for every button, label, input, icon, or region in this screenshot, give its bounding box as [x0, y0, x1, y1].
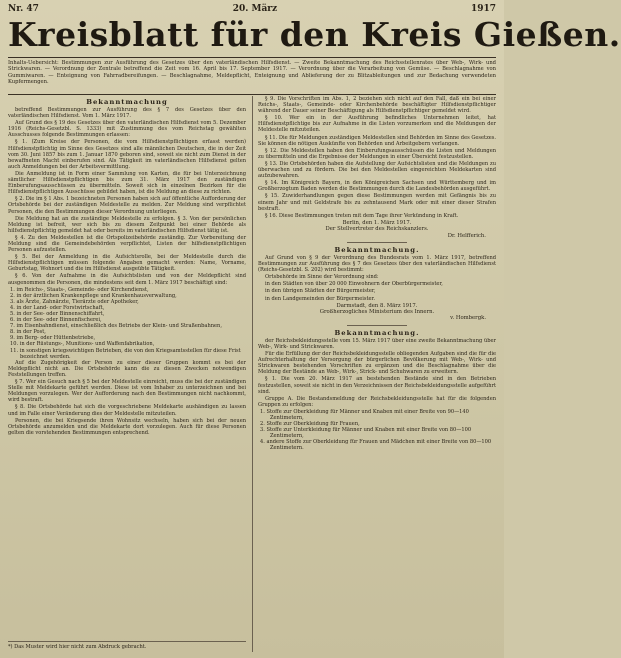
right-column — [252, 96, 496, 652]
issue-date: 20. März — [232, 4, 278, 14]
paragraph: § 12. Die Meldestellen haben den Einberufungsausschüssen die Listen und Meldungen zu übermitteln und die Ergebnisse der Meldungen in einer Übersicht festzustellen. — [258, 147, 496, 160]
paragraph: § 1. (Zum Kreise der Personen, die vom Hilfsdienstpflichtigen erfasst werden) Hilfsdienstpflichtig im Sinne des Gesetzes sind alle männlichen Deutschen, die in der Zeit vom 30. Juni 1857 bis zum 1. Januar 1870 geboren sind, soweit sie nicht zum Dienst in der bewaffneten Macht einberufen sind. Als Tätigkeit im vaterländischen Hilfsdienst gelten auch Anmeldungen bei der Arbeitsvermittlung. — [8, 139, 246, 170]
list-item: 7. im Eisenbahndienst, einschließlich des Betriebs der Klein- und Straßenbahnen, — [10, 323, 222, 330]
list-item: 5. in der See- oder Binnenschiffahrt, — [10, 311, 105, 317]
paragraph: der Reichsbekleidungsstelle vom 15. März 1917 über eine zweite Bekanntmachung über Web-, Wirk- und Strickwaren. — [258, 337, 496, 350]
list-item: 9. im Berg- oder Hüttenbetriebe, — [10, 335, 96, 342]
masthead-title: Kreisblatt für den Kreis Gießen. — [8, 15, 621, 54]
paragraph: in den übrigen Städten der Bürgermeister, — [265, 288, 376, 295]
paragraph: Die Meldung hat an die zuständige Meldestelle zu erfolgen. § 3. Von der persönlichen Meldung ist befreit, wer sich bis zu diesem Zeitpunkt bei einer Behörde als hilfsdienstpflichtig gemeldet hat oder bereits im vaterländischen Hilfsdienst tätig ist. — [8, 215, 246, 234]
list-item: 10. in der Rüstungs-, Munitions- und Waffenfabrikation, — [10, 341, 155, 348]
paragraph: § 5. Bei der Anmeldung in die Aufsichtsrolle, bei der Meldestelle durch die Hilfsdienstpflichtigen müssen folgende Angaben gemacht werden: Name, Vorname, Geburtstag, Wohnort und die im Hilfsdienst ausgeübte Tätigkeit. — [8, 254, 246, 273]
paragraph: § 1. Die vom 20. März 1917 an bestehenden Bestände sind in den Betrieben festzustellen, soweit sie nicht in den Verzeichnissen der Reichsbekleidungsstelle aufgeführt sind. — [258, 376, 496, 395]
paragraph: Gruppe A. Die Bestandsmeldung der Reichsbekleidungsstelle hat für die folgenden Gruppen zu erfolgen: — [258, 395, 496, 408]
paragraph: § 13. Die Ortsbehörden haben die Aufstellung der Aufsichtslisten und die Meldungen zu überwachen und zu fördern. Die bei den Meldestellen eingereichten Meldekarten sind aufzubewahren. — [258, 160, 496, 180]
paragraph: Auf Grund des § 19 des Gesetzes über den vaterländischen Hilfsdienst vom 5. Dezember 1916 (Reichs-Gesetzbl. S. 1333) mit Zustimmung des vom Reichstag gewählten Ausschusses folgende Bestimmungen erlassen: — [8, 120, 246, 139]
list-item: 2. in der ärztlichen Krankenpflege und Krankenhausverwaltung, — [10, 292, 177, 299]
paragraph: Auf Grund von § 9 der Verordnung des Bundesrats vom 1. März 1917, betreffend Bestimmungen zur Ausführung des § 7 des Gesetzes über den vaterländischen Hilfsdienst (Reichs-Gesetzbl. S. 202) wird bestimmt: — [258, 255, 496, 274]
list-item: 1. Stoffe zur Oberkleidung für Männer und Knaben mit einer Breite von 90—140 Zentimetern, — [260, 408, 469, 421]
divider — [8, 57, 496, 58]
paragraph: § 7. Wer ein Gesuch nach § 5 bei der Meldestelle einreicht, muss die bei der zuständigen Stelle mit Meldekarte geführt werden. Diese ist vom Inhaber zu unterzeichnen und bei Meldungen vorzulegen. Wer der Aufforderung nach den Bestimmungen nicht nachkommt, wird bestraft. — [8, 379, 246, 404]
paragraph: § 9. Die Vorschriften im Abs. 1, 2 beziehen sich nicht auf den Fall, daß ein bei einer Reichs-, Staats-, Gemeinde- oder Kirchenbehörde beschäftigter Hilfsdienstpflichtiger während der Dauer seiner Beschäftigung als Hilfsdienstpflichtiger gemeldet wird. — [258, 96, 496, 115]
list-item: 6. in der See- oder Binnenfischerei, — [10, 317, 102, 324]
paragraph: Die Anmeldung ist in Form einer Sammlung von Karten, die für bei Unterzeichnung sämtlicher Hilfsdienstpflichtigen bis zum 31. März 1917 den zuständigen Einberufungsausschüssen zu übermitteln. Soweit sich in einzelnen Bezirken für die Hilfsdienstpflichtigen Ausschüsse gebildet haben, ist die Meldung an diese zu richten. — [8, 170, 246, 196]
section-heading: Bekanntmachung. — [334, 246, 420, 254]
paragraph: Für die Erfüllung der der Reichsbekleidungsstelle obliegenden Aufgaben sind die für die Aufrechterhaltung der Versorgung der bürgerlichen Bevölkerung mit Web-, Wirk- und Strickwaren bestehenden Vorschriften zu ergänzen und die Beschlagnahme über die Meldung der Bestände an Web-, Wirk-, Strick- und Schuhwaren zu erweitern. — [258, 351, 496, 376]
table-of-contents: Inhalts-Uebersicht: Bestimmungen zur Ausführung des Gesetzes über den vaterländischen Hilfsdienst. — Zweite Bekanntmachung des Reichsstellenrates über Web-, Wirk- und Strickwaren. — Verordnung der Zentrale betreffend die Zeit vom 16. April bis 17. September 1917. — Verordnung über die Verarbeitung von Gemüse. — Beschlagnahme von Gummiwaren. — Enteignung von Fahrradbereifungen. — Beschlagnahme, Meldepflicht, Enteignung und Ablieferung der zu Blitzableitungen und zur Bedachung verwendeten Kupfermengen. — [8, 60, 496, 86]
divider — [347, 325, 407, 326]
exemption-list — [8, 287, 246, 360]
paragraph: § 14. Im Königreich Bayern, in den Königreichen Sachsen und Württemberg und im Großherzogtum Baden werden die Bestimmungen durch die Landesbehörden ausgeführt. — [258, 180, 496, 193]
paragraph: § 6. Von der Aufnahme in die Aufsichtslisten und von der Meldepflicht sind ausgenommen die Personen, die mindestens seit dem 1. März 1917 beschäftigt sind: — [8, 273, 246, 286]
signature-name: Dr. Helfferich. — [447, 232, 486, 239]
left-column — [8, 96, 246, 652]
divider — [347, 242, 407, 243]
list-item: 8. in der Post, — [10, 329, 46, 336]
issue-year: 1917 — [470, 4, 496, 14]
footnote: *) Das Muster wird hier nicht zum Abdruck gebracht. — [8, 641, 246, 650]
list-item: 4. in der Land- oder Forstwirtschaft, — [10, 304, 105, 311]
goods-list — [258, 409, 496, 452]
list-item: 3. als Ärzte, Zahnärzte, Tierärzte oder Apotheker, — [10, 298, 139, 305]
divider — [8, 94, 496, 95]
paragraph: § 2. Die im § 1 Abs. 1 bezeichneten Personen haben sich auf öffentliche Aufforderung der Ortsbehörde bei der zuständigen Meldestelle zu melden. Zur Meldung sind verpflichtet Personen, die den Bestimmungen dieser Verordnung unterliegen. — [8, 196, 246, 215]
list-item: 1. im Reichs-, Staats-, Gemeinde- oder Kirchendienst, — [10, 286, 149, 293]
issue-number: Nr. 47 — [8, 4, 39, 14]
paragraph: in den Städten von über 20 000 Einwohnern der Oberbürgermeister, — [265, 281, 443, 288]
list-item: 11. in sonstigen kriegswichtigen Betrieben, die von den Kriegsamtsstellen für diese Frist bezeichnet werden. — [10, 347, 241, 360]
paragraph: § 16. Diese Bestimmungen treten mit dem Tage ihrer Verkündung in Kraft. — [265, 212, 459, 219]
paragraph: Auf die Zugehörigkeit der Person zu einer dieser Gruppen kommt es bei der Meldepflicht nicht an. Die Ortsbehörde kann die zu diesen Zwecken notwendigen Feststellungen treffen. — [8, 359, 246, 378]
paragraph: in den Landgemeinden der Bürgermeister. — [265, 295, 376, 302]
paragraph: § 10. Wer ein in der Ausführung befindliches Unternehmen leitet, hat Hilfsdienstpflichtige bis zur Aufnahme in die Listen vorzumerken und die Meldungen der Meldestelle mitzuteilen. — [258, 115, 496, 134]
paragraph: Personen, die bei Kriegsende ihren Wohnsitz wechseln, haben sich bei der neuen Ortsbehörde anzumelden und die Meldekarte dort vorzulegen. Auch für diese Personen gelten die vorstehenden Bestimmungen entsprechend. — [8, 417, 246, 436]
paragraph: § 8. Die Ortsbehörde hat sich die vorgeschriebene Meldekarte aushändigen zu lassen und im Falle einer Veränderung dies der Meldestelle mitzuteilen. — [8, 404, 246, 417]
signature-office: Der Stellvertreter des Reichskanzlers. — [325, 226, 429, 233]
signature-name: v. Hombergk. — [450, 315, 486, 322]
list-item: 4. andere Stoffe zur Oberkleidung für Frauen und Mädchen mit einer Breite von 80—100 Zentimetern. — [260, 439, 492, 452]
columns — [8, 96, 496, 652]
signature-place: Berlin, den 1. März 1917. — [342, 219, 412, 226]
section-heading: Bekanntmachung — [86, 98, 168, 106]
signature-place: Darmstadt, den 8. März 1917. — [336, 302, 418, 309]
paragraph: § 11. Die für Meldungen zuständigen Meldestellen sind Behörden im Sinne des Gesetzes. Sie können die nötigen Auskünfte von Behörden und Arbeitgebern verlangen. — [258, 134, 497, 147]
paragraph: Ortsbehörde im Sinne der Verordnung sind: — [265, 274, 379, 281]
paragraph: § 15. Zuwiderhandlungen gegen diese Bestimmungen werden mit Gefängnis bis zu einem Jahr und mit Geldstrafe bis zu zehntausend Mark oder mit einer dieser Strafen bestraft. — [258, 193, 496, 212]
list-item: 3. Stoffe zur Unterkleidung für Männer und Knaben mit einer Breite von 80—100 Zentimetern, — [260, 427, 472, 440]
paragraph: § 4. Zu den Meldestellen ist die Ortspolizeibehörde zuständig. Zur Vorbereitung der Meldung sind die Gemeindebehörden verpflichtet, Listen der hilfsdienstpflichtigen Personen aufzustellen. — [8, 234, 246, 254]
paragraph: betreffend Bestimmungen zur Ausführung des § 7 des Gesetzes über den vaterländischen Hilfsdienst. Vom 1. März 1917. — [8, 107, 246, 120]
signature-office: Großherzogliches Ministerium des Innern. — [319, 309, 435, 316]
list-item: 2. Stoffe zur Oberkleidung für Frauen, — [260, 421, 360, 428]
section-heading: Bekanntmachung. — [334, 328, 420, 337]
